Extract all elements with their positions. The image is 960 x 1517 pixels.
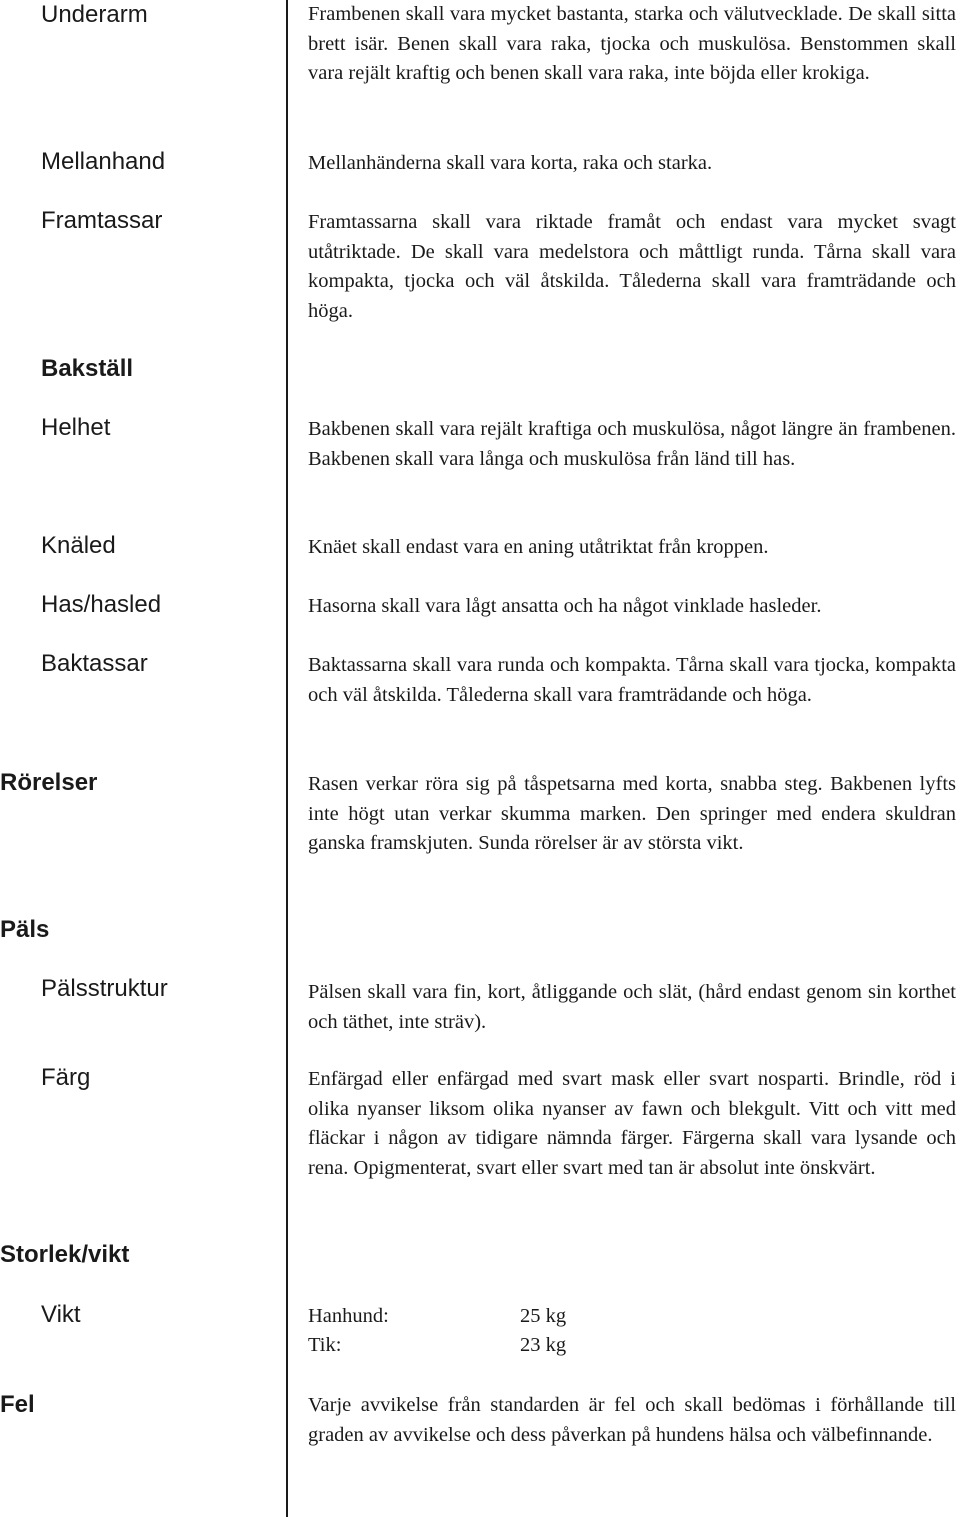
text-helhet: Bakbenen skall vara rejält kraftiga och muskulösa, något längre än frambenen. Bakbenen skall vara långa och muskulösa från länd till has. — [308, 418, 956, 470]
tik-value: 23 kg — [520, 1334, 567, 1356]
section-pals: Päls — [0, 916, 50, 943]
text-palsstruktur: Pälsen skall vara fin, kort, åtliggande och slät, (hård endast genom sin korthet och täthet, inte sträv). — [308, 981, 956, 1033]
label-knaled: Knäled — [41, 532, 116, 559]
text-farg: Enfärgad eller enfärgad med svart mask eller svart nosparti. Brindle, röd i olika nyanser liksom olika nyanser av fawn och blekgult. Vitt och vitt med fläckar i någon av tidigare nämnda färger. Färgerna skall vara lysande och rena. Opigmenterat, svart eller svart med tan är absolut inte önskvärt. — [308, 1068, 956, 1179]
label-vikt: Vikt — [41, 1301, 81, 1328]
tik-label: Tik: — [308, 1334, 342, 1356]
label-mellanhand: Mellanhand — [41, 148, 166, 175]
section-rorelser: Rörelser — [0, 769, 98, 796]
section-fel: Fel — [0, 1391, 35, 1418]
hanhund-label: Hanhund: — [308, 1305, 389, 1327]
label-hasled: Has/hasled — [41, 591, 162, 618]
label-palsstruktur: Pälsstruktur — [41, 975, 168, 1002]
weight-row-tik — [308, 1331, 567, 1361]
label-farg: Färg — [41, 1064, 91, 1091]
label-underarm: Underarm — [41, 1, 148, 28]
section-storlek-vikt: Storlek/vikt — [0, 1241, 130, 1268]
text-hasled: Hasorna skall vara lågt ansatta och ha något vinklade hasleder. — [308, 595, 822, 617]
text-mellanhand: Mellanhänderna skall vara korta, raka och starka. — [308, 152, 713, 174]
label-baktassar: Baktassar — [41, 650, 148, 677]
section-bakstall: Bakställ — [41, 355, 134, 382]
label-framtassar: Framtassar — [41, 207, 163, 234]
hanhund-value: 25 kg — [520, 1305, 567, 1327]
text-knaled: Knäet skall endast vara en aning utåtriktat från kroppen. — [308, 536, 769, 558]
label-helhet: Helhet — [41, 414, 111, 441]
text-fel: Varje avvikelse från standarden är fel och skall bedömas i förhållande till graden av avvikelse och dess påverkan på hundens hälsa och välbefinnande. — [308, 1394, 956, 1446]
text-framtassar: Framtassarna skall vara riktade framåt och endast vara mycket svagt utåtriktade. De skall vara medelstora och måttligt runda. Tårna skall vara kompakta, tjocka och väl åtskilda. Tålederna skall vara framträdande och höga. — [308, 211, 956, 322]
column-divider — [286, 0, 288, 1517]
text-baktassar: Baktassarna skall vara runda och kompakta. Tårna skall vara tjocka, kompakta och väl åtskilda. Tålederna skall vara framträdande och höga. — [308, 654, 956, 706]
weight-row-hanhund — [308, 1302, 567, 1332]
text-rorelser: Rasen verkar röra sig på tåspetsarna med korta, snabba steg. Bakbenen lyfts inte högt utan verkar skumma marken. Den springer med endera skuldran ganska framskjuten. Sunda rörelser är av största vikt. — [308, 773, 956, 854]
text-underarm: Frambenen skall vara mycket bastanta, starka och välutvecklade. De skall sitta brett isär. Benen skall vara raka, tjocka och muskulösa. Benstommen skall vara rejält kraftig och benen skall vara raka, inte böjda eller krokiga. — [308, 3, 956, 84]
